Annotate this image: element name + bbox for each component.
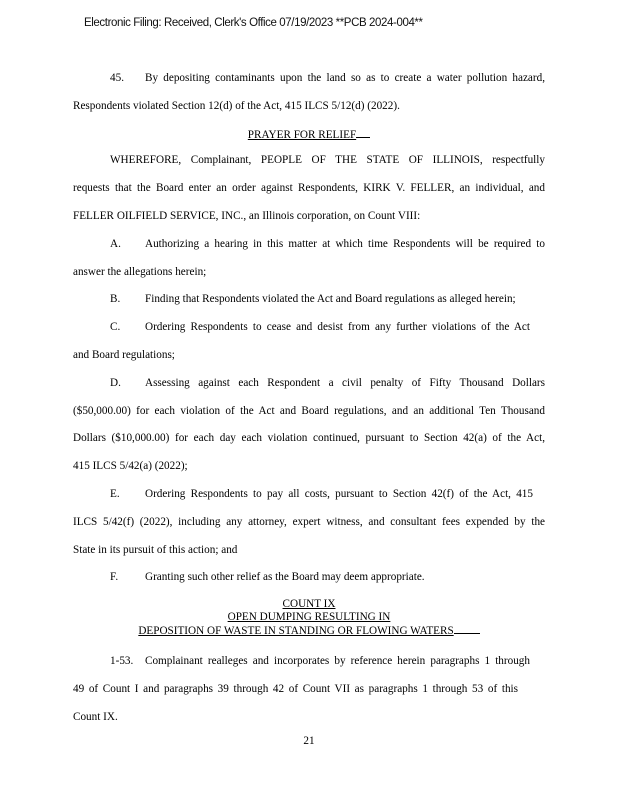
item-e-label: E.: [110, 488, 120, 500]
prayer-heading: [0, 128, 618, 141]
item-e-line-3: State in its pursuit of this action; and: [73, 544, 238, 556]
count-ix-subtitle-1: OPEN DUMPING RESULTING IN: [227, 611, 391, 623]
count-ix-subtitle-2: DEPOSITION OF WASTE IN STANDING OR FLOWING WATERS: [138, 625, 454, 637]
paragraph-1-53-line-2: 49 of Count I and paragraphs 39 through 42 of Count VII as paragraphs 1 through 53 of this: [73, 683, 518, 695]
paragraph-1-53-number: 1-53.: [110, 655, 134, 667]
item-e-line-2: ILCS 5/42(f) (2022), including any attorney, expert witness, and consultant fees expended by the: [73, 516, 545, 528]
item-f-line-1: Granting such other relief as the Board may deem appropriate.: [145, 571, 425, 583]
item-c-label: C.: [110, 321, 121, 333]
subtitle-underline-pad: [454, 624, 480, 634]
item-a-line-1: Authorizing a hearing in this matter at which time Respondents will be required to: [145, 238, 545, 250]
item-d-line-4: 415 ILCS 5/42(a) (2022);: [73, 460, 188, 472]
item-d-line-3: Dollars ($10,000.00) for each day each violation continued, pursuant to Section 42(a) of the Act,: [73, 432, 545, 444]
item-d-line-1: Assessing against each Respondent a civil penalty of Fifty Thousand Dollars: [145, 377, 545, 389]
paragraph-45-line-1: By depositing contaminants upon the land so as to create a water pollution hazard,: [145, 72, 545, 84]
item-d-line-2: ($50,000.00) for each violation of the Act and Board regulations, and an additional Ten Thousand: [73, 405, 545, 417]
prayer-intro-line-1: WHEREFORE, Complainant, PEOPLE OF THE STATE OF ILLINOIS, respectfully: [110, 154, 545, 166]
paragraph-1-53-line-3: Count IX.: [73, 711, 118, 723]
item-b-label: B.: [110, 293, 121, 305]
item-d-label: D.: [110, 377, 121, 389]
item-a-label: A.: [110, 238, 121, 250]
item-f-label: F.: [110, 571, 119, 583]
item-b-line-1: Finding that Respondents violated the Act and Board regulations as alleged herein;: [145, 293, 516, 305]
item-e-line-1: Ordering Respondents to pay all costs, pursuant to Section 42(f) of the Act, 415: [145, 488, 533, 500]
item-a-line-2: answer the allegations herein;: [73, 266, 207, 278]
heading-underline-pad: [356, 128, 370, 138]
filing-stamp: Electronic Filing: Received, Clerk's Office 07/19/2023 **PCB 2024-004**: [84, 17, 423, 29]
prayer-intro-line-2: requests that the Board enter an order against Respondents, KIRK V. FELLER, an individual, and: [73, 182, 545, 194]
paragraph-1-53-line-1: Complainant realleges and incorporates by reference herein paragraphs 1 through: [145, 655, 530, 667]
paragraph-45-number: 45.: [110, 72, 124, 84]
item-c-line-2: and Board regulations;: [73, 349, 175, 361]
prayer-intro-line-3: FELLER OILFIELD SERVICE, INC., an Illinois corporation, on Count VIII:: [73, 210, 421, 222]
count-ix-heading: [0, 598, 618, 637]
item-c-line-1: Ordering Respondents to cease and desist from any further violations of the Act: [145, 321, 530, 333]
paragraph-45-line-2: Respondents violated Section 12(d) of the Act, 415 ILCS 5/12(d) (2022).: [73, 100, 400, 112]
page-number: 21: [303, 735, 315, 747]
prayer-heading-text: PRAYER FOR RELIEF: [247, 129, 357, 141]
count-ix-title: COUNT IX: [282, 598, 336, 610]
